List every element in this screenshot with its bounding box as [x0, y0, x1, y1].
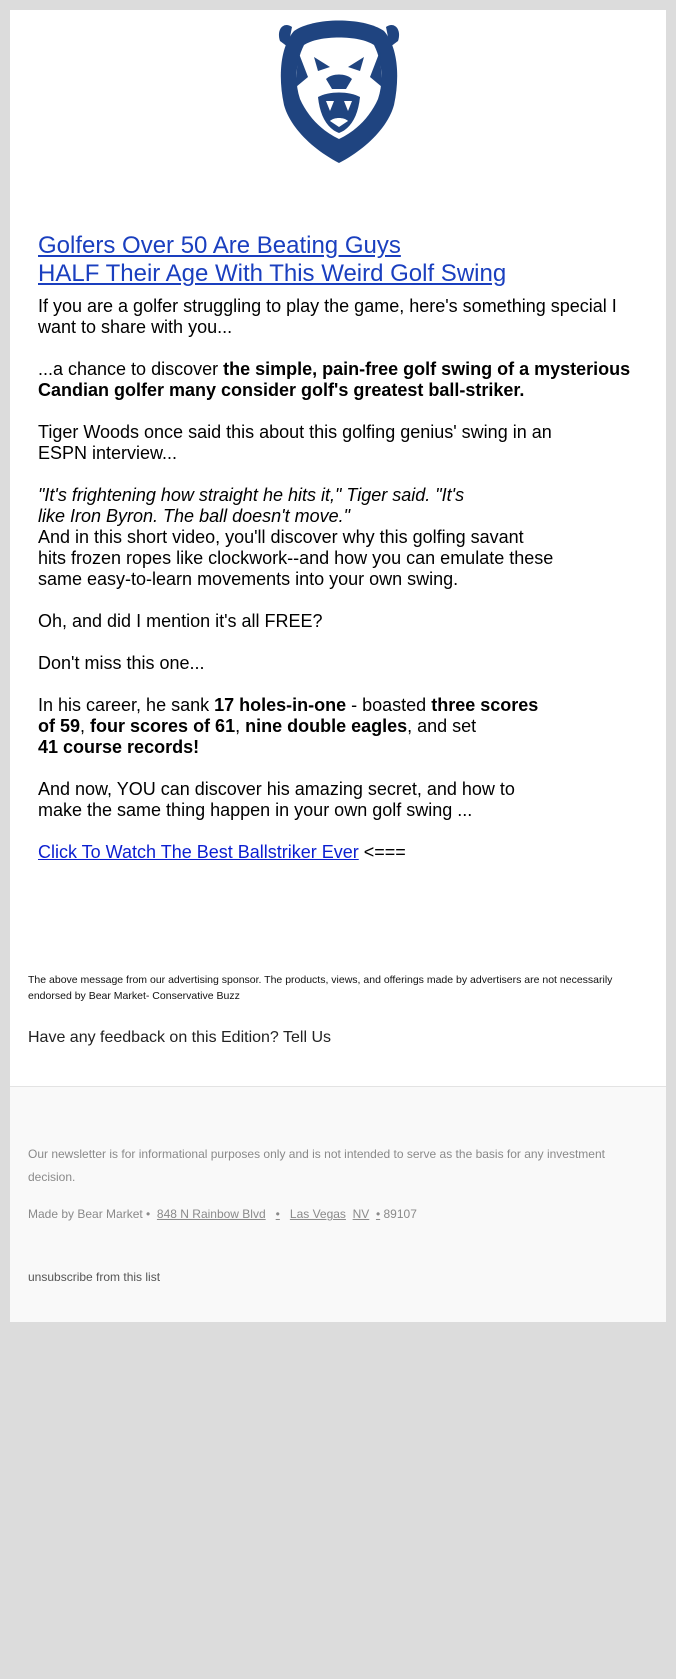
separator-dot-1[interactable]: •	[275, 1207, 280, 1221]
footer-address	[28, 1204, 648, 1224]
video-paragraph	[38, 527, 638, 590]
made-by: Made by Bear Market •	[28, 1207, 151, 1221]
career-four-scores: four scores of 61	[90, 716, 236, 736]
career-f: ,	[80, 716, 91, 736]
video-line-1: And in this short video, you'll discover why this golfing savant	[38, 527, 524, 547]
intro-paragraph: If you are a golfer struggling to play the game, here's something special I want to share with you...	[38, 296, 617, 337]
discover-prefix: ...a chance to discover	[38, 359, 224, 379]
quote-line-1: "It's frightening how straight he hits it," Tiger said. "It's	[38, 485, 465, 505]
tiger-line-1: Tiger Woods once said this about this golfing genius' swing in an	[38, 422, 552, 442]
secret-line-1: And now, YOU can discover his amazing secret, and how to	[38, 779, 515, 799]
feedback-row	[28, 1028, 666, 1048]
video-line-3: same easy-to-learn movements into your own swing.	[38, 569, 459, 589]
unsubscribe-link[interactable]: unsubscribe from this list	[28, 1270, 161, 1284]
email-card	[10, 10, 666, 1322]
tiger-line-2: ESPN interview...	[38, 443, 178, 463]
career-records: 41 course records!	[38, 737, 200, 757]
headline-line-2: HALF Their Age With This Weird Golf Swing	[38, 260, 507, 287]
watch-video-link[interactable]: Click To Watch The Best Ballstriker Ever	[38, 842, 359, 862]
career-paragraph	[38, 695, 638, 758]
feedback-link[interactable]: Have any feedback on this Edition? Tell Us	[28, 1029, 331, 1046]
discover-bold: the simple, pain-free golf swing of a mysterious Candian golfer many consider golf's greatest ball-striker.	[38, 359, 631, 400]
ad-content	[10, 200, 666, 863]
dont-miss-paragraph: Don't miss this one...	[38, 653, 205, 673]
free-paragraph: Oh, and did I mention it's all FREE?	[38, 611, 323, 631]
career-a: In his career, he sank	[38, 695, 215, 715]
bear-head-logo-icon	[274, 17, 404, 165]
cta-arrow: <===	[358, 842, 406, 862]
state-link[interactable]: NV	[352, 1207, 370, 1221]
career-of-59: of 59	[38, 716, 81, 736]
secret-line-2: make the same thing happen in your own golf swing ...	[38, 800, 473, 820]
career-double-eagles: nine double eagles	[245, 716, 408, 736]
footer-disclaimer: Our newsletter is for informational purposes only and is not intended to serve as the basis for any investment decision.	[28, 1147, 605, 1184]
street-link[interactable]: 848 N Rainbow Blvd	[156, 1207, 266, 1221]
quote-line-2: like Iron Byron. The ball doesn't move."	[38, 506, 350, 526]
secret-paragraph	[38, 779, 638, 821]
career-j: , and set	[407, 716, 477, 736]
career-holes: 17 holes-in-one	[214, 695, 347, 715]
sponsor-note: The above message from our advertising sponsor. The products, views, and offerings made by advertisers are not necessarily endorsed by Bear Market- Conservative Buzz	[28, 974, 613, 1002]
footer	[10, 1087, 666, 1322]
video-line-2: hits frozen ropes like clockwork--and how you can emulate these	[38, 548, 554, 568]
discover-paragraph	[38, 359, 638, 401]
career-three-scores: three scores	[431, 695, 539, 715]
headline-line-1: Golfers Over 50 Are Beating Guys	[38, 232, 401, 259]
spacer	[10, 884, 666, 972]
quote-paragraph	[38, 485, 638, 527]
separator-dot-2[interactable]: •	[375, 1207, 381, 1221]
headline-link[interactable]	[38, 232, 638, 288]
career-h: ,	[235, 716, 246, 736]
city-link[interactable]: Las Vegas	[289, 1207, 346, 1221]
tiger-paragraph	[38, 422, 638, 464]
cta-paragraph	[38, 842, 638, 863]
logo-header	[10, 10, 666, 200]
career-c: - boasted	[346, 695, 432, 715]
zip-code: 89107	[383, 1207, 417, 1221]
